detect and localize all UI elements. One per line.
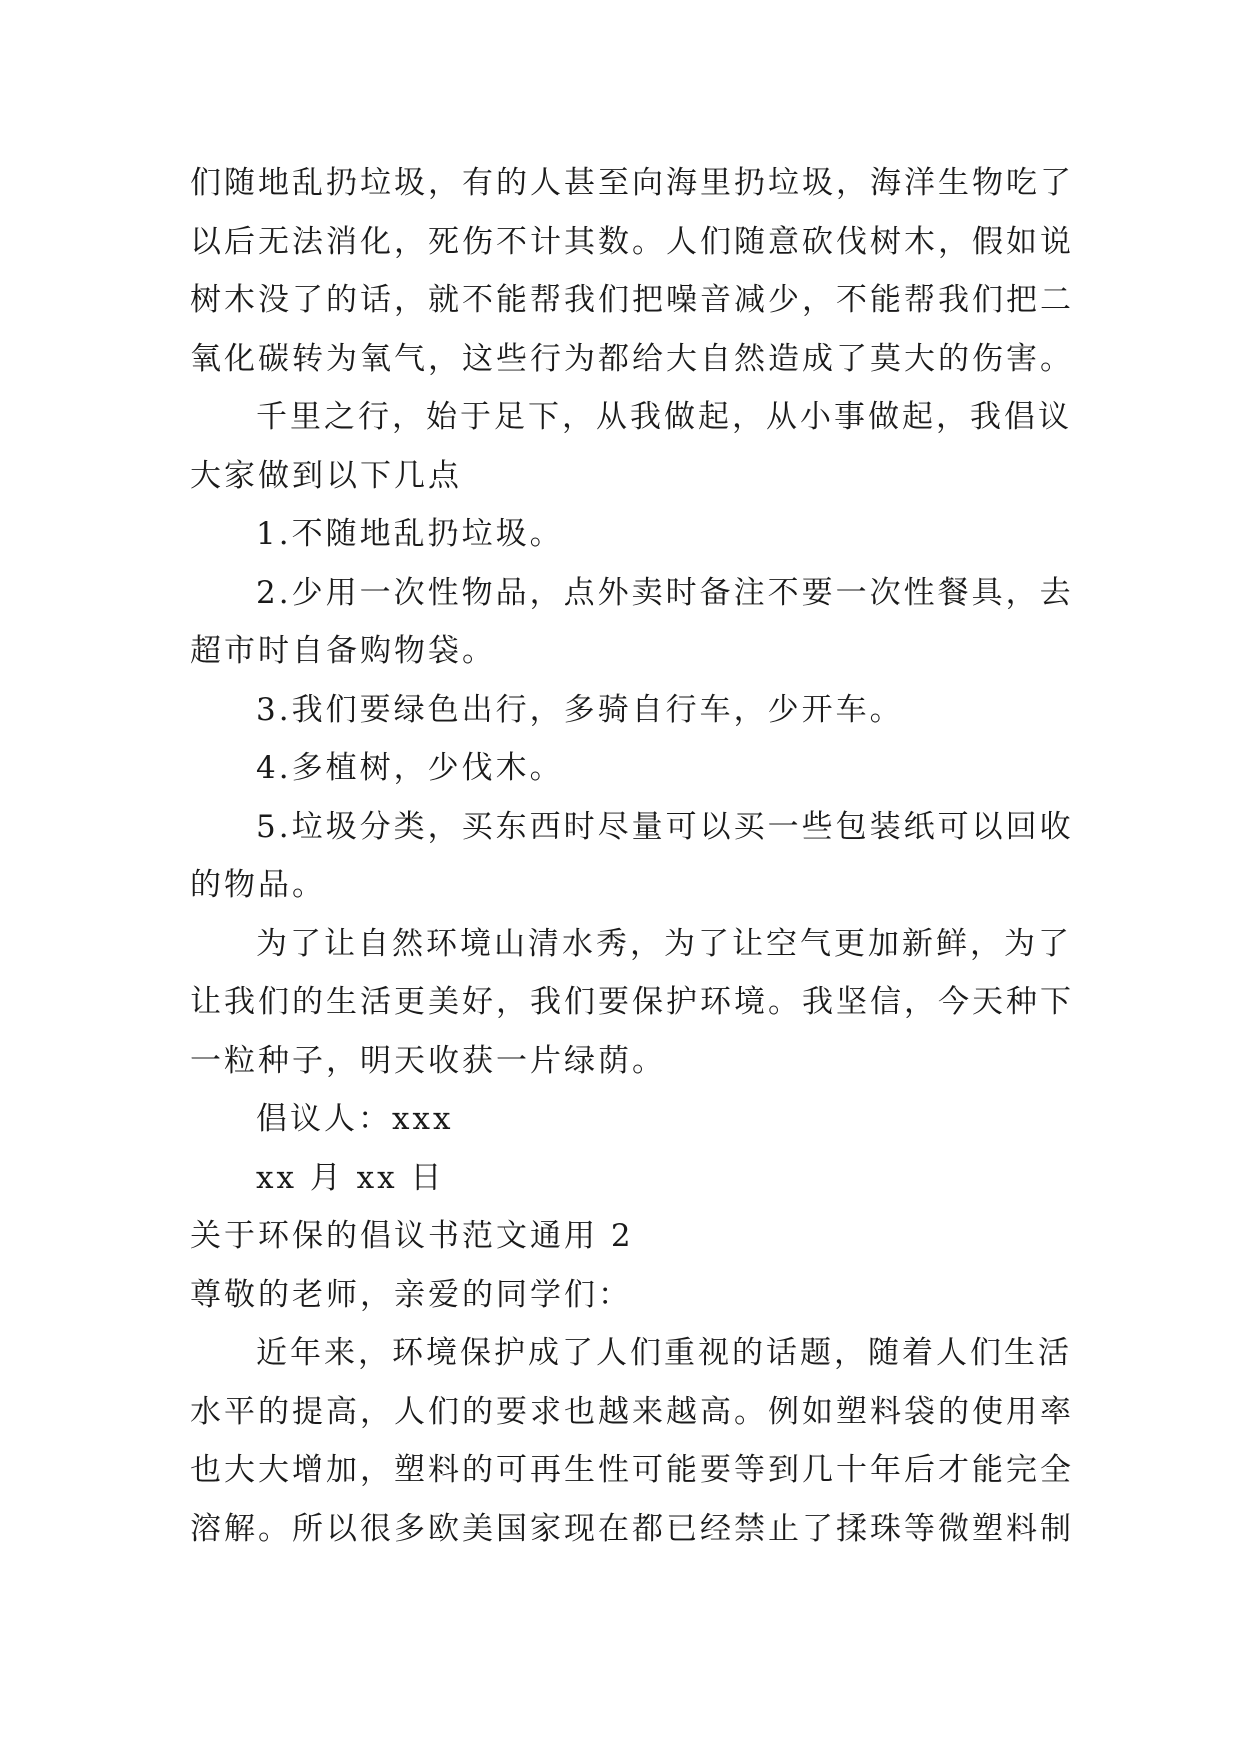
list-item-2-cont: 超市时自备购物袋。	[190, 633, 496, 669]
list-item-4: 4.多植树，少伐木。	[256, 750, 564, 786]
text-line-23: 也大大增加，塑料的可再生性可能要等到几十年后才能完全	[190, 1452, 1074, 1488]
text-line-24: 溶解。所以很多欧美国家现在都已经禁止了揉珠等微塑料制	[190, 1510, 1074, 1547]
text-line-16: 一粒种子，明天收获一片绿荫。	[190, 1042, 666, 1079]
text-line-6: 大家做到以下几点	[190, 457, 462, 494]
section-title: 关于环保的倡议书范文通用 2	[190, 1218, 634, 1254]
text-line-1: 们随地乱扔垃圾，有的人甚至向海里扔垃圾，海洋生物吃了	[190, 165, 1074, 201]
proposer-line: 倡议人：xxx	[256, 1101, 454, 1137]
text-line-4: 氧化碳转为氧气，这些行为都给大自然造成了莫大的伤害。	[190, 340, 1074, 377]
salutation: 尊敬的老师，亲爱的同学们：	[190, 1276, 632, 1313]
text-line-14: 为了让自然环境山清水秀，为了让空气更加新鲜，为了	[256, 925, 1072, 962]
text-line-3: 树木没了的话，就不能帮我们把噪音减少，不能帮我们把二	[190, 282, 1074, 318]
list-item-5-cont: 的物品。	[190, 867, 326, 903]
list-item-5: 5.垃圾分类，买东西时尽量可以买一些包装纸可以回收	[256, 808, 1074, 845]
text-line-22: 水平的提高，人们的要求也越来越高。例如塑料袋的使用率	[190, 1393, 1074, 1430]
date-line: xx 月 xx 日	[256, 1159, 445, 1196]
list-item-3: 3.我们要绿色出行，多骑自行车，少开车。	[256, 691, 904, 728]
list-item-2: 2.少用一次性物品，点外卖时备注不要一次性餐具，去	[256, 574, 1074, 611]
text-line-15: 让我们的生活更美好，我们要保护环境。我坚信，今天种下	[190, 984, 1074, 1020]
list-item-1: 1.不随地乱扔垃圾。	[256, 516, 564, 552]
text-line-21: 近年来，环境保护成了人们重视的话题，随着人们生活	[256, 1335, 1072, 1371]
text-line-5: 千里之行，始于足下，从我做起，从小事做起，我倡议	[256, 399, 1072, 435]
document-body	[190, 154, 1074, 1558]
text-line-2: 以后无法消化，死伤不计其数。人们随意砍伐树木，假如说	[190, 223, 1074, 260]
